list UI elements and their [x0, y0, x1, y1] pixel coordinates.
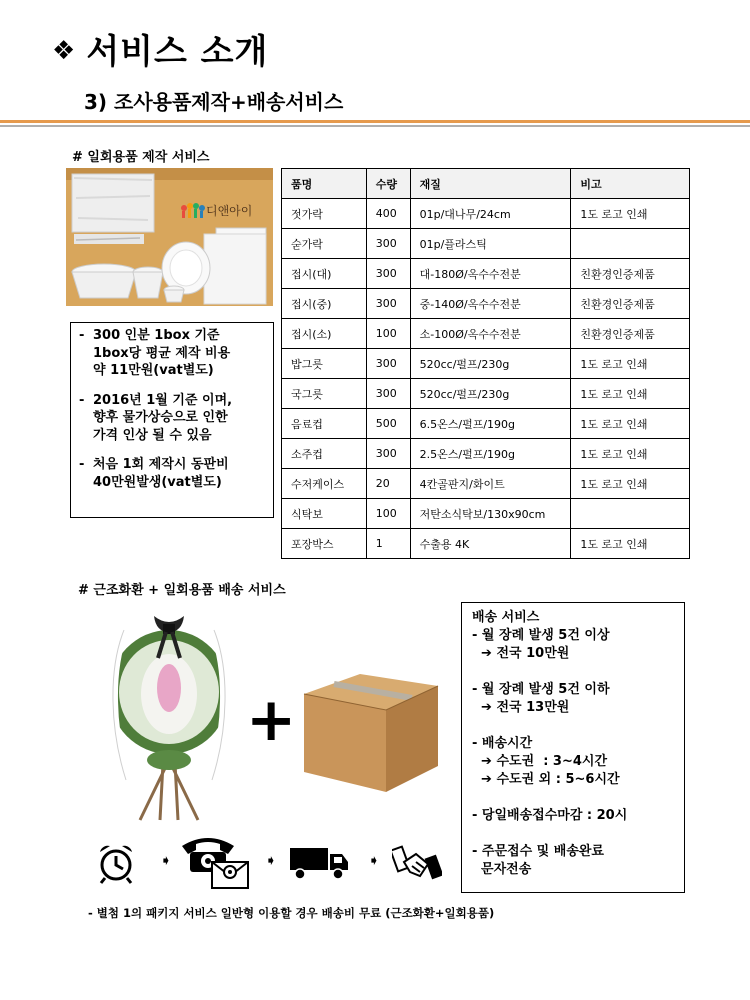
cell-material: 01p/플라스틱: [410, 229, 571, 259]
delivery-time-capital: ➔ 수도권 : 3~4시간: [472, 754, 608, 769]
table-header-row: [282, 169, 690, 199]
table-row: [282, 379, 690, 409]
cell-item-name: 접시(중): [282, 289, 367, 319]
funeral-wreath-image: [100, 610, 238, 822]
cell-item-name: 음료컵: [282, 409, 367, 439]
cell-quantity: 20: [366, 469, 410, 499]
col-header-material: 재질: [410, 169, 571, 199]
disposables-photo: [66, 168, 273, 306]
cell-remark: [571, 499, 690, 529]
delivery-sms-2: 문자전송: [472, 862, 532, 877]
brand-logo-text: 디앤아이: [206, 204, 253, 218]
cell-quantity: 300: [366, 259, 410, 289]
cell-item-name: 접시(대): [282, 259, 367, 289]
col-header-qty: 수량: [366, 169, 410, 199]
delivery-over-five: - 월 장례 발생 5건 이상: [472, 628, 610, 643]
table-row: [282, 439, 690, 469]
free-shipping-footnote: - 별첨 1의 패키지 서비스 일반형 이용할 경우 배송비 무료 (근조화환+일회용품): [88, 906, 495, 920]
delivery-cutoff: - 당일배송접수마감 : 20시: [472, 808, 628, 823]
cell-item-name: 식탁보: [282, 499, 367, 529]
header-divider-gray: [0, 125, 750, 127]
cell-material: 4칸골판지/화이트: [410, 469, 571, 499]
cell-material: 대-180Ø/옥수수전분: [410, 259, 571, 289]
cell-material: 520cc/펄프/230g: [410, 349, 571, 379]
cell-remark: 1도 로고 인쇄: [571, 469, 690, 499]
cell-item-name: 숟가락: [282, 229, 367, 259]
spacer: [472, 789, 684, 807]
cell-remark: 친환경인증제품: [571, 259, 690, 289]
cell-item-name: 밥그릇: [282, 349, 367, 379]
note-text: 2016년 1월 기준 이며, 향후 물가상승으로 인한 가격 인상 될 수 있음: [93, 392, 233, 443]
cell-remark: 친환경인증제품: [571, 319, 690, 349]
table-row: [282, 199, 690, 229]
phone-mail-icon: [178, 832, 250, 894]
flow-arrow-icon: ➧: [265, 853, 277, 869]
spacer: [472, 717, 684, 735]
col-header-name: 품명: [282, 169, 367, 199]
note-text: 300 인분 1box 기준 1box당 평균 제작 비용 약 11만원(vat별도): [93, 328, 231, 378]
cell-quantity: 300: [366, 439, 410, 469]
table-row: [282, 349, 690, 379]
spacer: [472, 825, 684, 843]
cost-note: [79, 327, 267, 380]
header-divider-orange: [0, 120, 750, 123]
page-subtitle: 3) 조사용품제작+배송서비스: [84, 90, 344, 114]
delivery-time-other: ➔ 수도권 외 : 5~6시간: [472, 772, 620, 787]
flow-arrow-icon: ➧: [160, 853, 172, 869]
cell-remark: 1도 로고 인쇄: [571, 529, 690, 559]
disposables-heading: # 일회용품 제작 서비스: [72, 150, 210, 165]
cell-remark: 1도 로고 인쇄: [571, 409, 690, 439]
cell-material: 6.5온스/펄프/190g: [410, 409, 571, 439]
cell-material: 520cc/펄프/230g: [410, 379, 571, 409]
plus-sign: +: [246, 685, 297, 755]
cell-material: 수출용 4K: [410, 529, 571, 559]
cell-material: 중-140Ø/옥수수전분: [410, 289, 571, 319]
cell-material: 2.5온스/펄프/190g: [410, 439, 571, 469]
page-title: [52, 24, 268, 73]
table-row: [282, 499, 690, 529]
delivery-time-label: - 배송시간: [472, 736, 533, 751]
cell-remark: [571, 229, 690, 259]
cell-quantity: 1: [366, 529, 410, 559]
delivery-sms-1: - 주문접수 및 배송완료: [472, 844, 604, 859]
table-row: [282, 529, 690, 559]
diamond-bullet-icon: ❖: [52, 36, 77, 66]
flow-arrow-icon: ➧: [368, 853, 380, 869]
note-dash: -: [79, 457, 85, 472]
cell-remark: 1도 로고 인쇄: [571, 379, 690, 409]
cell-quantity: 300: [366, 289, 410, 319]
cell-quantity: 400: [366, 199, 410, 229]
cell-quantity: 500: [366, 409, 410, 439]
note-text: 처음 1회 제작시 동판비 40만원발생(vat별도): [93, 457, 229, 490]
page-title-text: 서비스 소개: [86, 32, 269, 72]
cell-quantity: 300: [366, 229, 410, 259]
cell-material: 01p/대나무/24cm: [410, 199, 571, 229]
cell-item-name: 국그릇: [282, 379, 367, 409]
table-row: [282, 409, 690, 439]
delivery-price-13: ➔ 전국 13만원: [472, 700, 570, 715]
cost-notes-box: [70, 322, 274, 518]
cell-material: 소-100Ø/옥수수전분: [410, 319, 571, 349]
cell-quantity: 100: [366, 499, 410, 529]
delivery-info-box: [461, 602, 685, 893]
cell-quantity: 100: [366, 319, 410, 349]
delivery-truck-icon: [290, 846, 350, 884]
cell-remark: 친환경인증제품: [571, 289, 690, 319]
col-header-note: 비고: [571, 169, 690, 199]
cell-quantity: 300: [366, 379, 410, 409]
spacer: [472, 663, 684, 681]
delivery-price-10: ➔ 전국 10만원: [472, 646, 570, 661]
delivery-heading: # 근조화환 + 일회용품 배송 서비스: [78, 583, 286, 598]
cell-item-name: 포장박스: [282, 529, 367, 559]
price-change-note: [79, 392, 267, 445]
alarm-clock-icon: [96, 842, 136, 888]
note-dash: -: [79, 328, 85, 343]
wreath-illustration: [100, 610, 238, 822]
delivery-under-five: - 월 장례 발생 5건 이하: [472, 682, 610, 697]
cell-remark: 1도 로고 인쇄: [571, 349, 690, 379]
cell-item-name: 소주컵: [282, 439, 367, 469]
items-table: [281, 168, 690, 559]
cell-remark: 1도 로고 인쇄: [571, 439, 690, 469]
cardboard-box-image: [300, 672, 440, 794]
disposables-illustration: [66, 168, 273, 306]
cell-material: 저탄소식탁보/130x90cm: [410, 499, 571, 529]
cell-remark: 1도 로고 인쇄: [571, 199, 690, 229]
table-row: [282, 289, 690, 319]
cell-item-name: 접시(소): [282, 319, 367, 349]
delivery-title: 배송 서비스: [472, 610, 540, 625]
note-dash: -: [79, 392, 85, 408]
table-row: [282, 259, 690, 289]
table-row: [282, 469, 690, 499]
items-table-body: [282, 199, 690, 559]
cell-item-name: 젓가락: [282, 199, 367, 229]
table-row: [282, 319, 690, 349]
box-illustration: [300, 672, 440, 794]
table-row: [282, 229, 690, 259]
handshake-icon: [392, 842, 442, 888]
cell-item-name: 수저케이스: [282, 469, 367, 499]
cell-quantity: 300: [366, 349, 410, 379]
plate-fee-note: [79, 456, 267, 491]
